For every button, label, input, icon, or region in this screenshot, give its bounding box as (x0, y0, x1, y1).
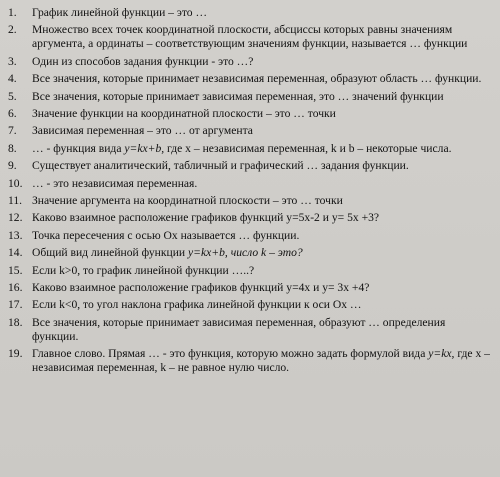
question-item (8, 124, 494, 138)
question-text (32, 72, 494, 86)
question-item (8, 159, 494, 173)
question-text (32, 316, 494, 344)
text-segment: Общий вид линейной функции (32, 246, 189, 260)
question-number: 17. (8, 298, 23, 312)
formula-text: y=kx, (428, 347, 455, 361)
question-text (32, 124, 494, 138)
question-number: 9. (8, 159, 17, 173)
question-number: 11. (8, 194, 23, 207)
question-text (32, 246, 494, 260)
text-segment: Главное слово. Прямая … - это функция, которую можно задать формулой вида (32, 347, 429, 361)
question-number: 6. (8, 107, 17, 121)
text-segment: … - это независимая переменная. (32, 176, 198, 190)
text-segment: Каково взаимное расположение графиков функций у=4х и у= 3х +4? (32, 280, 370, 294)
question-number: 2. (8, 23, 17, 37)
question-text (32, 90, 494, 104)
question-text (32, 229, 494, 243)
text-segment: Все значения, которые принимает независимая переменная, образуют область … функции. (32, 72, 482, 86)
question-list (8, 6, 494, 379)
question-number: 7. (8, 124, 17, 138)
question-item (8, 55, 494, 69)
question-item (8, 107, 494, 121)
question-text (32, 211, 494, 225)
question-item (8, 194, 494, 208)
text-segment: Множество всех точек координатной плоскости, абсциссы которых равны значениям аргумента, а ординаты – соответствующим значениям функции, называется … функции (32, 23, 468, 51)
question-number: 12. (8, 211, 23, 225)
question-item (8, 6, 494, 20)
question-text (32, 194, 494, 208)
question-number: 16. (8, 280, 23, 294)
text-segment: Все значения, которые принимает зависимая переменная, это … значений функции (32, 89, 444, 103)
question-text (32, 177, 494, 191)
question-item (8, 177, 494, 191)
question-number: 18. (8, 315, 23, 329)
question-item (8, 316, 494, 344)
question-text (32, 107, 494, 121)
question-item (8, 211, 494, 225)
question-item (8, 72, 494, 86)
question-text (32, 264, 494, 278)
question-number: 19. (8, 347, 23, 361)
question-item (8, 229, 494, 243)
text-segment: … - функция вида (32, 141, 125, 155)
question-number: 13. (8, 228, 23, 242)
question-text (32, 23, 494, 51)
text-segment: Если k>0, то график линейной функции …..? (32, 263, 255, 277)
question-number: 3. (8, 54, 17, 68)
text-segment: Каково взаимное расположение графиков функций у=5х-2 и у= 5х +3? (32, 211, 380, 225)
question-item (8, 281, 494, 295)
question-number: 5. (8, 89, 17, 103)
formula-text: y=kx+b, (124, 141, 165, 155)
question-item (8, 23, 494, 51)
question-item (8, 142, 494, 156)
question-number: 8. (8, 141, 17, 155)
question-text (32, 159, 494, 173)
text-segment: Зависимая переменная – это … от аргумента (32, 124, 253, 138)
question-number: 14. (8, 246, 23, 260)
text-segment: Один из способов задания функции - это …? (32, 54, 254, 68)
question-text (32, 142, 494, 156)
question-item (8, 90, 494, 104)
formula-text: y=kx+b, число k – это? (188, 246, 303, 260)
question-text (32, 55, 494, 69)
text-segment: Существует аналитический, табличный и графический … задания функции. (32, 159, 409, 173)
question-number: 1. (8, 6, 17, 19)
text-segment: Значение функции на координатной плоскости – это … точки (32, 107, 336, 121)
question-text (32, 281, 494, 295)
text-segment: Все значения, которые принимает зависимая переменная, образуют … определения функции. (32, 315, 446, 343)
question-text (32, 347, 494, 375)
text-segment: Значение аргумента на координатной плоскости – это … точки (32, 194, 343, 207)
question-item (8, 347, 494, 375)
question-text (32, 298, 494, 312)
question-item (8, 298, 494, 312)
question-item (8, 264, 494, 278)
question-text (32, 6, 494, 20)
question-number: 15. (8, 263, 23, 277)
text-segment: Точка пересечения с осью Ох называется … функции. (32, 228, 300, 242)
text-segment: где х – независимая переменная, k и b – некоторые числа. (164, 141, 452, 155)
question-number: 10. (8, 176, 23, 190)
text-segment: где х – независимая переменная, k – не равное нулю число. (32, 347, 490, 375)
question-number: 4. (8, 72, 17, 86)
question-item (8, 246, 494, 260)
text-segment: График линейной функции – это … (32, 6, 208, 19)
text-segment: Если k<0, то угол наклона графика линейной функции к оси Ох … (32, 298, 362, 312)
